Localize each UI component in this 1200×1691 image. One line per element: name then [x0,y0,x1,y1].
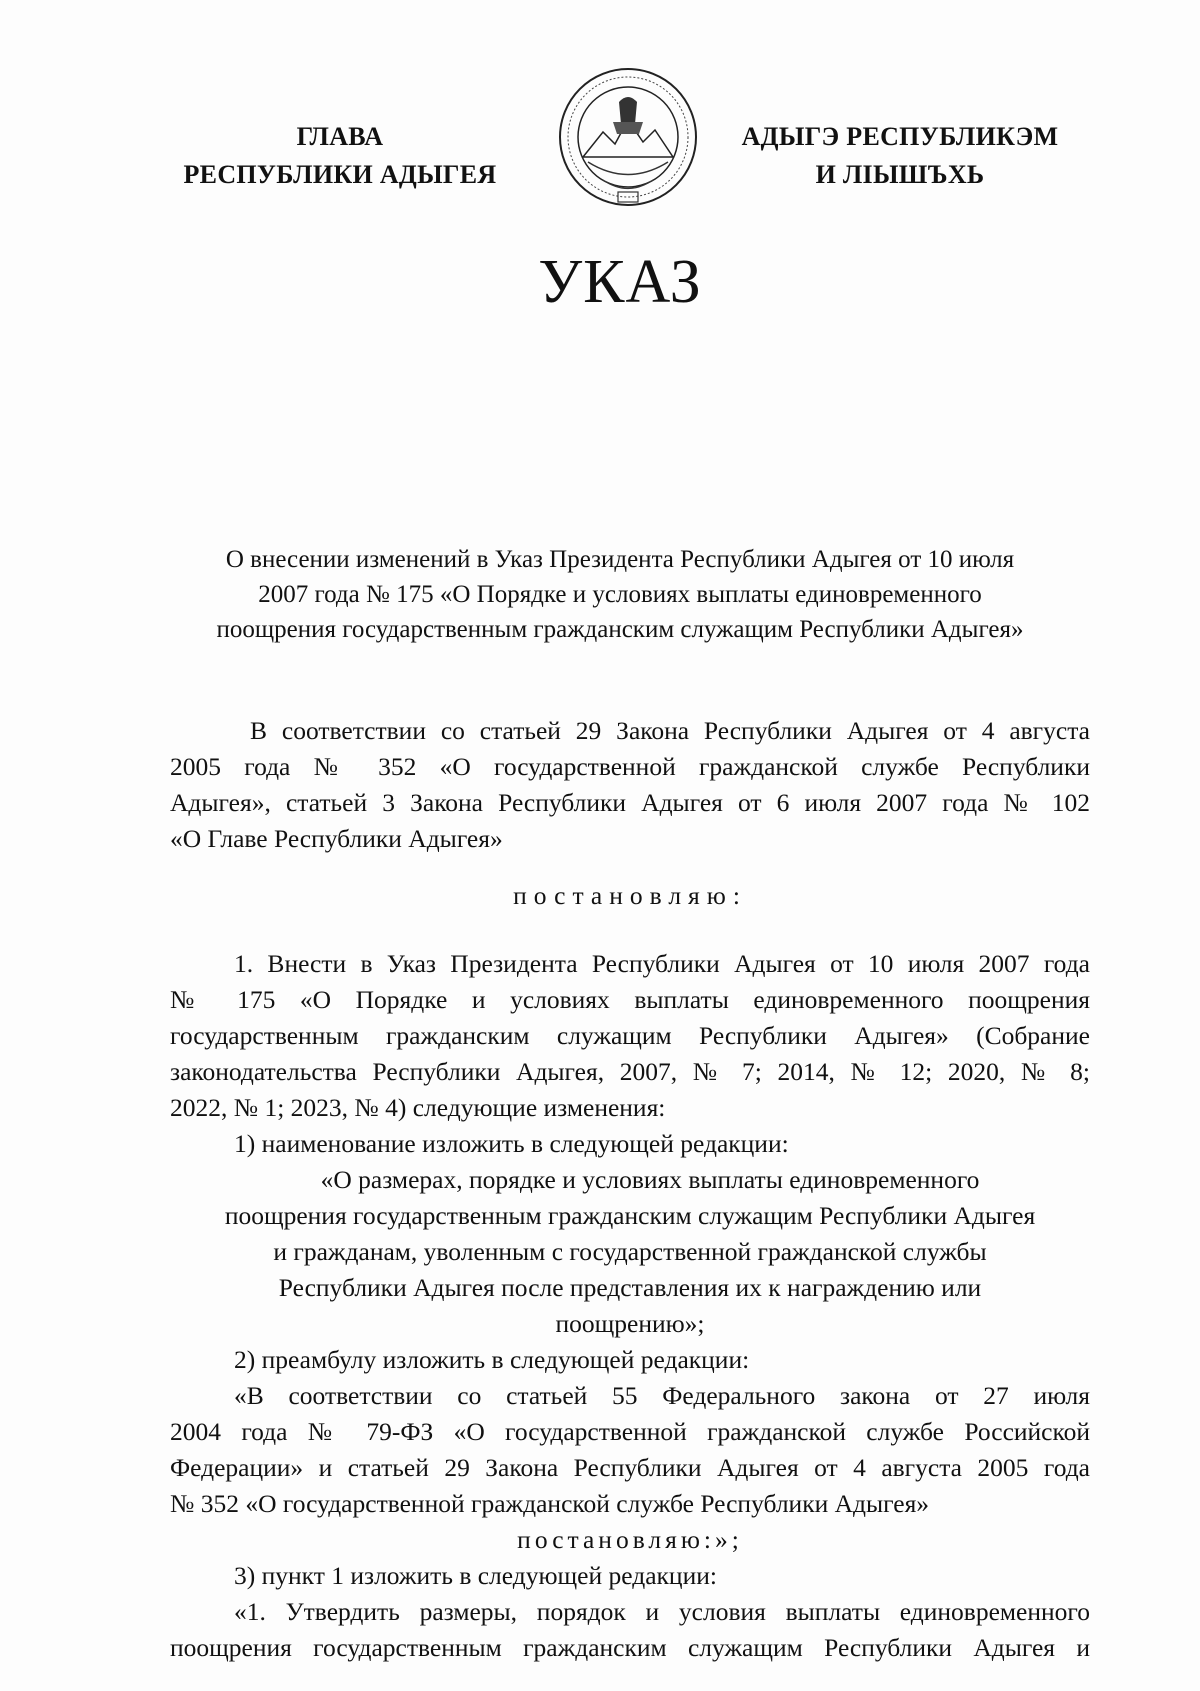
item1-line: 1. Внести в Указ Президента Республики Адыгея от 10 июля 2007 года [234,949,1090,978]
subitem-1-text-line: и гражданам, уволенным с государственной гражданской службы [273,1237,987,1266]
decree-word-block [170,878,1090,914]
subitem-3-text-line: «1. Утвердить размеры, порядок и условия выплаты единовременного [234,1597,1090,1626]
subitem-2: 2) преамбулу изложить в следующей редакции: [234,1345,750,1374]
header-right-line-1: АДЫГЭ РЕСПУБЛИКЭМ [741,122,1059,151]
subject-line: О внесении изменений в Указ Президента Республики Адыгея от 10 июля [225,546,1015,573]
header-right [730,118,1070,194]
header-right-line-2: И ЛІЫШЪХЬ [815,160,985,189]
subitem-3-text-line: поощрения государственным гражданским служащим Республики Адыгея и [170,1633,1090,1662]
subject-line: 2007 года № 175 «О Порядке и условиях выплаты единовременного [258,581,982,608]
item1-line: законодательства Республики Адыгея, 2007, № 7; 2014, № 12; 2020, № 8; [170,1057,1090,1086]
subject-line: поощрения государственным гражданским служащим Республики Адыгея» [216,616,1024,643]
document-subject [160,542,1080,647]
preamble-line: Адыгея», статьей 3 Закона Республики Адыгея от 6 июля 2007 года № 102 [170,788,1090,817]
decree-word: постановляю: [513,881,747,910]
coat-of-arms-emblem [553,62,703,222]
document-title: УКАЗ [538,248,702,316]
item1-line: государственным гражданским служащим Республики Адыгея» (Собрание [170,1021,1090,1050]
subitem-2-text-line: Федерации» и статьей 29 Закона Республики Адыгея от 4 августа 2005 года [170,1453,1090,1482]
preamble-line: 2005 года № 352 «О государственной гражданской службе Республики [170,752,1090,781]
subitem-2-text-line: «В соответствии со статьей 55 Федерального закона от 27 июля [234,1381,1090,1410]
subitem-2-text-line: 2004 года № 79-ФЗ «О государственной гражданской службе Российской [170,1417,1090,1446]
subitem-2-text-line: № 352 «О государственной гражданской службе Республики Адыгея» [170,1489,930,1518]
subitem-2-decree-word: постановляю:»; [517,1525,743,1554]
preamble-line: «О Главе Республики Адыгея» [170,824,503,853]
header-left-line-1: ГЛАВА [296,122,384,151]
item-1-block [170,946,1090,1666]
subitem-1-text-line: поощрению»; [555,1309,705,1338]
item1-line: 2022, № 1; 2023, № 4) следующие изменения: [170,1093,666,1122]
header-left-line-2: РЕСПУБЛИКИ АДЫГЕЯ [183,160,497,189]
subitem-1: 1) наименование изложить в следующей редакции: [234,1129,789,1158]
item1-line: № 175 «О Порядке и условиях выплаты единовременного поощрения [170,985,1090,1014]
subitem-1-text-line: Республики Адыгея после представления их к награждению или [278,1273,982,1302]
preamble-line: В соответствии со статьей 29 Закона Республики Адыгея от 4 августа [250,716,1090,745]
subitem-3: 3) пункт 1 изложить в следующей редакции: [234,1561,717,1590]
preamble-paragraph [170,713,1090,857]
header-left [170,118,510,194]
subitem-1-text-line: поощрения государственным гражданским служащим Республики Адыгея [224,1201,1036,1230]
subitem-1-text-line: «О размерах, порядке и условиях выплаты единовременного [320,1165,980,1194]
